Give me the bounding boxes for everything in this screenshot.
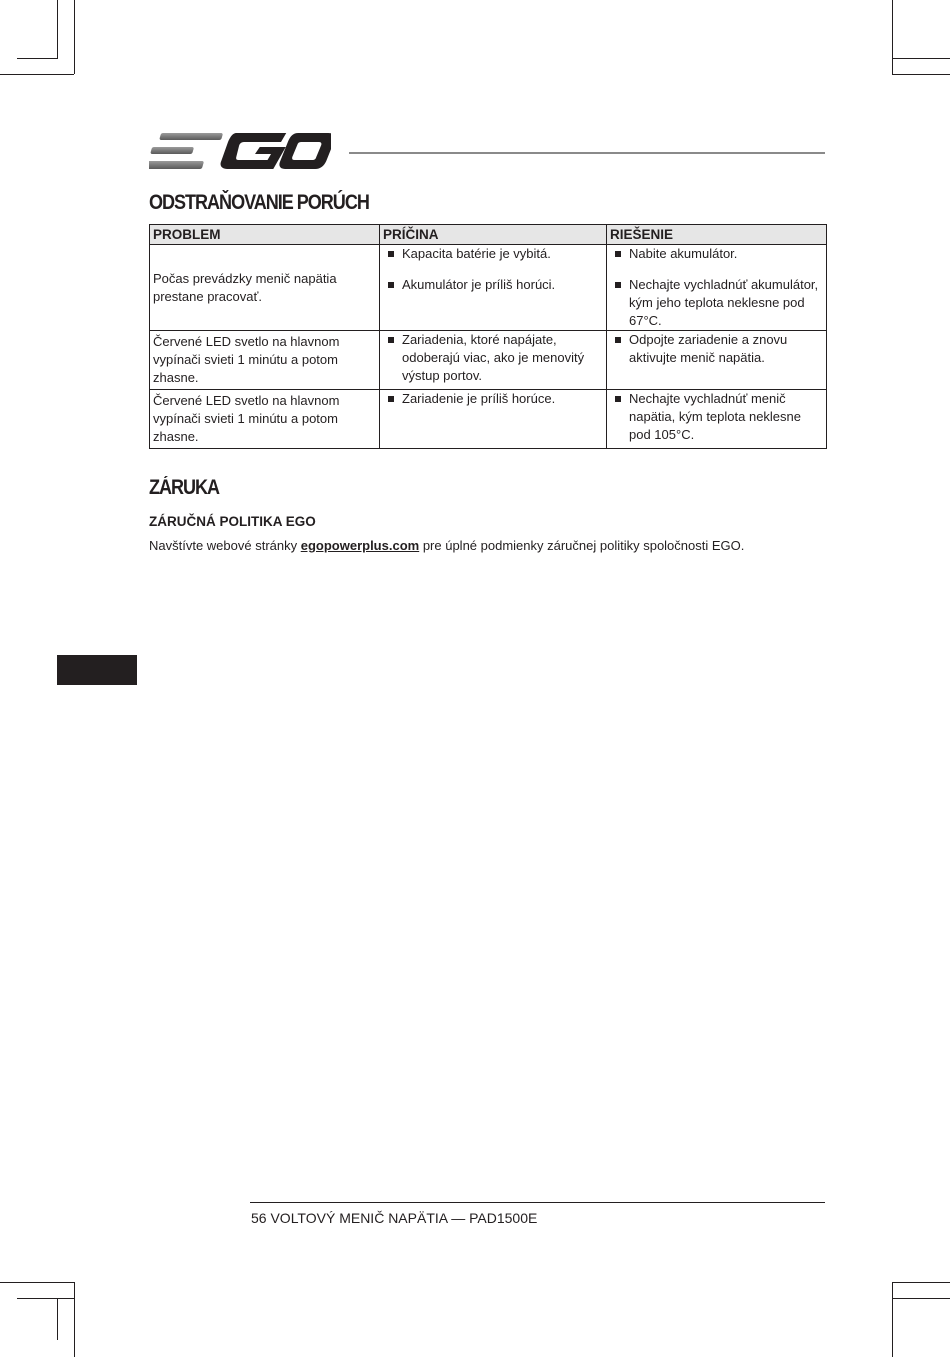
solution-cell — [607, 390, 827, 449]
list-item: Nechajte vychladnúť akumulátor, kým jeho teplota neklesne pod 67°C. — [610, 276, 823, 330]
problem-cell: Červené LED svetlo na hlavnom vypínači svieti 1 minútu a potom zhasne. — [150, 390, 380, 449]
crop-mark — [17, 1298, 74, 1299]
header-rule — [349, 152, 825, 154]
crop-mark — [892, 0, 893, 74]
website-link[interactable]: egopowerplus.com — [300, 538, 420, 553]
crop-mark — [892, 58, 950, 59]
column-header-cause: PRÍČINA — [380, 225, 607, 245]
problem-cell: Červené LED svetlo na hlavnom vypínači svieti 1 minútu a potom zhasne. — [150, 331, 380, 390]
solution-cell — [607, 331, 827, 390]
crop-mark — [74, 1282, 75, 1357]
footer-rule — [250, 1202, 825, 1203]
troubleshooting-table — [149, 224, 827, 449]
crop-mark — [74, 0, 75, 74]
list-item: Akumulátor je príliš horúci. — [383, 276, 603, 294]
table-row — [150, 245, 827, 331]
list-item: Nechajte vychladnúť menič napätia, kým teplota neklesne pod 105°C. — [610, 390, 823, 444]
crop-mark — [0, 74, 74, 75]
crop-mark — [892, 74, 950, 75]
crop-mark — [57, 0, 58, 58]
troubleshooting-title: ODSTRAŇOVANIE PORÚCH — [149, 191, 369, 214]
crop-mark — [892, 1282, 950, 1283]
crop-mark — [892, 1282, 893, 1357]
cause-cell — [380, 331, 607, 390]
cause-cell — [380, 390, 607, 449]
column-header-problem: PROBLEM — [150, 225, 380, 245]
list-item: Kapacita batérie je vybitá. — [383, 245, 603, 263]
crop-mark — [892, 1298, 950, 1299]
crop-mark — [17, 58, 58, 59]
list-item: Odpojte zariadenie a znovu aktivujte menič napätia. — [610, 331, 823, 367]
warranty-title: ZÁRUKA — [149, 476, 220, 499]
warranty-text — [149, 538, 744, 553]
list-item: Nabite akumulátor. — [610, 245, 823, 263]
table-row — [150, 390, 827, 449]
solution-cell — [607, 245, 827, 331]
list-item: Zariadenia, ktoré napájate, odoberajú viac, ako je menovitý výstup portov. — [383, 331, 603, 385]
table-row — [150, 331, 827, 390]
warranty-text-before: Navštívte webové stránky — [149, 538, 301, 553]
column-header-solution: RIEŠENIE — [607, 225, 827, 245]
list-item: Zariadenie je príliš horúce. — [383, 390, 603, 408]
table-header-row — [150, 225, 827, 245]
warranty-policy-heading: ZÁRUČNÁ POLITIKA EGO — [149, 514, 316, 529]
cause-cell — [380, 245, 607, 331]
crop-mark — [0, 1282, 74, 1283]
problem-cell: Počas prevádzky menič napätia prestane pracovať. — [150, 245, 380, 331]
language-side-tab — [57, 655, 137, 685]
warranty-text-after: pre úplné podmienky záručnej politiky spoločnosti EGO. — [419, 538, 745, 553]
page-footer: 56 VOLTOVÝ MENIČ NAPÄTIA — PAD1500E — [251, 1210, 538, 1226]
ego-logo — [149, 130, 331, 172]
crop-mark — [57, 1298, 58, 1340]
